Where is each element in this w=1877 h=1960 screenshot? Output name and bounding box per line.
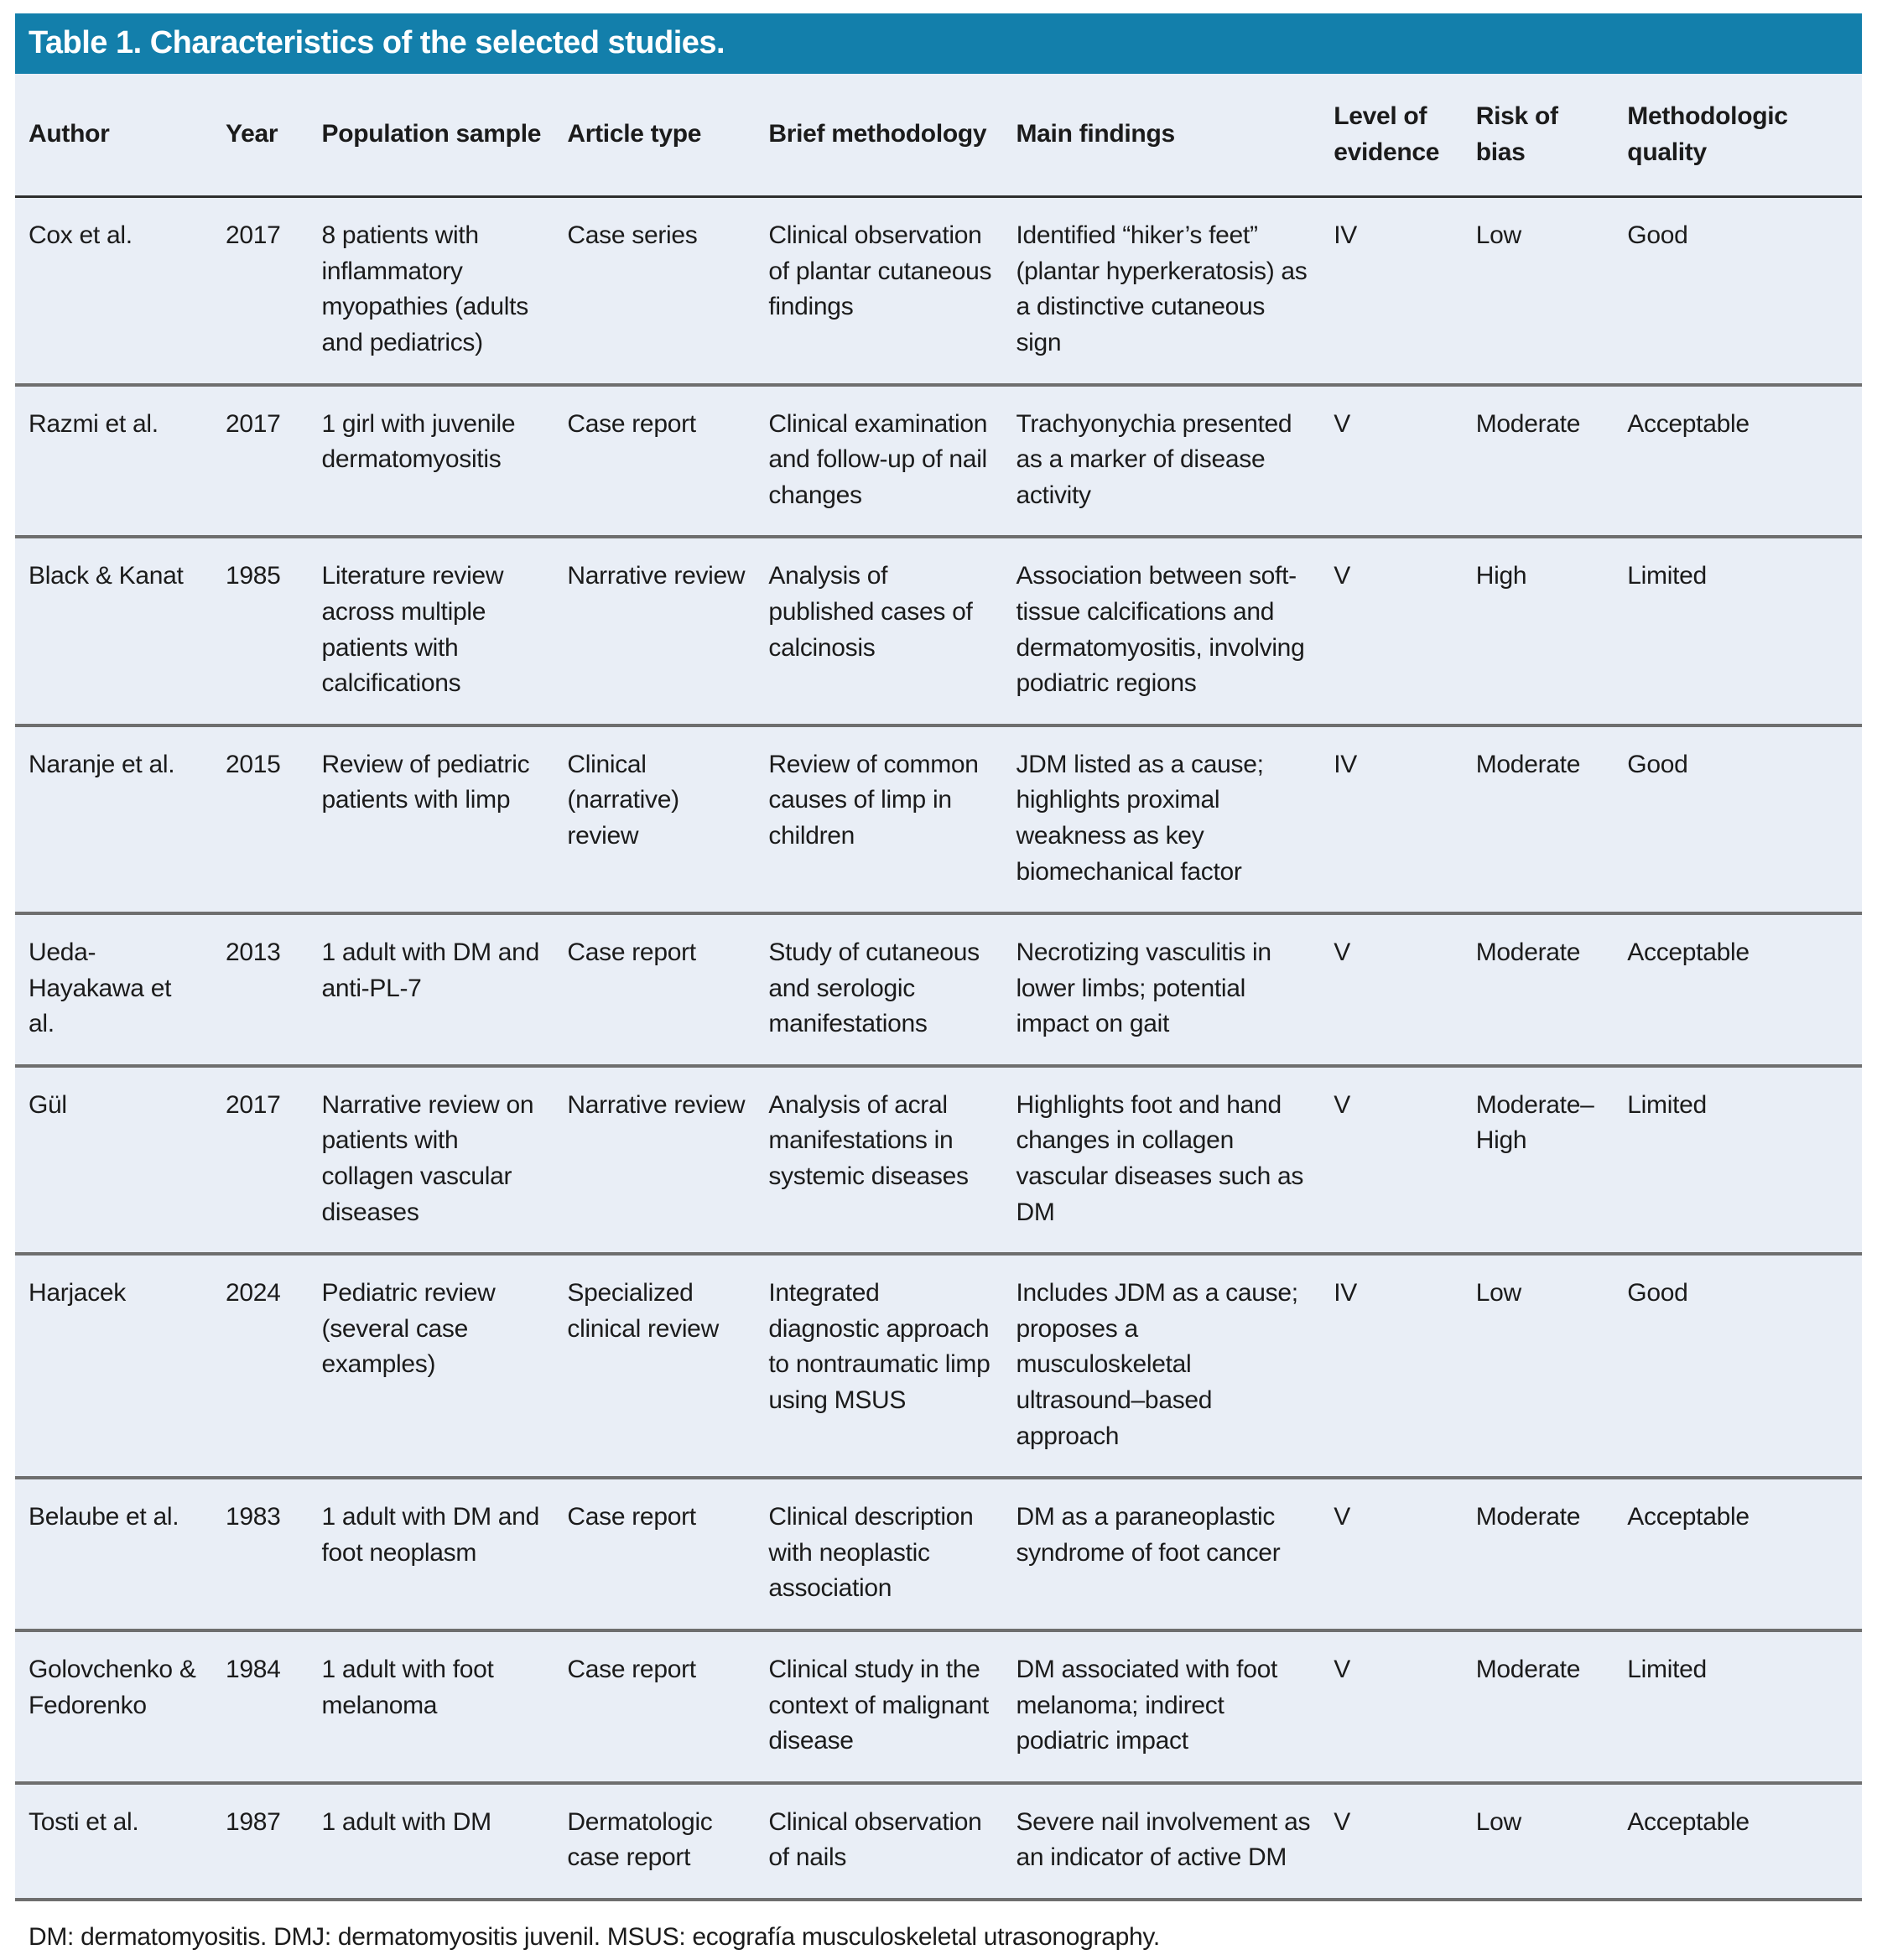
cell-article-type: Narrative review [567,1066,768,1254]
cell-bias: Moderate–High [1476,1066,1628,1254]
cell-bias: Low [1476,1783,1628,1900]
cell-findings: Trachyonychia presented as a marker of disease activity [1016,385,1334,538]
table-row [15,913,1862,1066]
cell-quality: Good [1627,1254,1862,1478]
cell-quality: Acceptable [1627,385,1862,538]
cell-evidence: IV [1334,197,1476,385]
cell-article-type: Narrative review [567,537,768,725]
cell-bias: Moderate [1476,913,1628,1066]
cell-year: 1984 [226,1630,322,1783]
cell-evidence: V [1334,1478,1476,1630]
cell-article-type: Case series [567,197,768,385]
column-header-risk-of-bias: Risk of bias [1476,74,1628,197]
cell-findings: Severe nail involvement as an indicator of active DM [1016,1783,1334,1900]
cell-methodology: Clinical examination and follow-up of nail changes [768,385,1016,538]
cell-evidence: V [1334,385,1476,538]
cell-quality: Good [1627,197,1862,385]
cell-author: Golovchenko & Fedorenko [15,1630,226,1783]
table-row [15,385,1862,538]
cell-year: 2017 [226,1066,322,1254]
cell-population: 1 girl with juvenile dermatomyositis [322,385,568,538]
cell-population: Pediatric review (several case examples) [322,1254,568,1478]
cell-author: Belaube et al. [15,1478,226,1630]
cell-evidence: V [1334,1783,1476,1900]
cell-author: Razmi et al. [15,385,226,538]
cell-author: Naranje et al. [15,725,226,913]
cell-population: 1 adult with DM and anti-PL-7 [322,913,568,1066]
cell-findings: Association between soft-tissue calcifications and dermatomyositis, involving podiatric regions [1016,537,1334,725]
cell-methodology: Clinical study in the context of malignant disease [768,1630,1016,1783]
column-header-population-sample: Population sample [322,74,568,197]
cell-population: 1 adult with DM [322,1783,568,1900]
table-row [15,1630,1862,1783]
column-header-brief-methodology: Brief methodology [768,74,1016,197]
column-header-methodologic-quality: Methodologic quality [1627,74,1862,197]
cell-evidence: V [1334,1630,1476,1783]
cell-quality: Limited [1627,537,1862,725]
cell-article-type: Case report [567,913,768,1066]
cell-year: 2017 [226,385,322,538]
cell-findings: Identified “hiker’s feet” (plantar hyperkeratosis) as a distinctive cutaneous sign [1016,197,1334,385]
cell-article-type: Case report [567,1630,768,1783]
cell-article-type: Dermatologic case report [567,1783,768,1900]
cell-bias: Low [1476,1254,1628,1478]
cell-findings: DM as a paraneoplastic syndrome of foot cancer [1016,1478,1334,1630]
cell-findings: Includes JDM as a cause; proposes a musculoskeletal ultrasound–based approach [1016,1254,1334,1478]
cell-article-type: Clinical (narrative) review [567,725,768,913]
cell-article-type: Specialized clinical review [567,1254,768,1478]
cell-year: 1985 [226,537,322,725]
cell-methodology: Analysis of acral manifestations in systemic diseases [768,1066,1016,1254]
cell-findings: DM associated with foot melanoma; indirect podiatric impact [1016,1630,1334,1783]
table-row [15,725,1862,913]
cell-quality: Acceptable [1627,913,1862,1066]
table-title-bar [15,13,1862,74]
cell-author: Ueda-Hayakawa et al. [15,913,226,1066]
cell-author: Cox et al. [15,197,226,385]
table-row [15,1783,1862,1900]
cell-bias: Moderate [1476,1630,1628,1783]
table-row [15,1066,1862,1254]
cell-methodology: Integrated diagnostic approach to nontraumatic limp using MSUS [768,1254,1016,1478]
cell-evidence: V [1334,1066,1476,1254]
cell-bias: Moderate [1476,385,1628,538]
cell-methodology: Clinical observation of nails [768,1783,1016,1900]
cell-year: 2017 [226,197,322,385]
cell-bias: Low [1476,197,1628,385]
cell-author: Gül [15,1066,226,1254]
cell-evidence: V [1334,913,1476,1066]
cell-year: 1983 [226,1478,322,1630]
cell-population: Review of pediatric patients with limp [322,725,568,913]
cell-methodology: Clinical observation of plantar cutaneous findings [768,197,1016,385]
cell-evidence: IV [1334,725,1476,913]
studies-table [15,74,1862,1901]
cell-methodology: Review of common causes of limp in children [768,725,1016,913]
cell-quality: Acceptable [1627,1478,1862,1630]
cell-findings: Necrotizing vasculitis in lower limbs; potential impact on gait [1016,913,1334,1066]
column-header-year: Year [226,74,322,197]
cell-author: Black & Kanat [15,537,226,725]
cell-population: Literature review across multiple patients with calcifications [322,537,568,725]
cell-year: 1987 [226,1783,322,1900]
cell-year: 2013 [226,913,322,1066]
cell-population: 1 adult with DM and foot neoplasm [322,1478,568,1630]
column-header-author: Author [15,74,226,197]
cell-evidence: IV [1334,1254,1476,1478]
table-row [15,1254,1862,1478]
column-header-main-findings: Main findings [1016,74,1334,197]
cell-population: 1 adult with foot melanoma [322,1630,568,1783]
table-row [15,1478,1862,1630]
cell-methodology: Clinical description with neoplastic association [768,1478,1016,1630]
cell-bias: Moderate [1476,725,1628,913]
cell-quality: Limited [1627,1066,1862,1254]
table-header-row [15,74,1862,197]
cell-population: Narrative review on patients with collagen vascular diseases [322,1066,568,1254]
table-row [15,537,1862,725]
cell-bias: High [1476,537,1628,725]
table-row [15,197,1862,385]
cell-author: Harjacek [15,1254,226,1478]
cell-year: 2024 [226,1254,322,1478]
cell-quality: Acceptable [1627,1783,1862,1900]
cell-article-type: Case report [567,1478,768,1630]
cell-methodology: Analysis of published cases of calcinosis [768,537,1016,725]
table-footnote: DM: dermatomyositis. DMJ: dermatomyositis juvenil. MSUS: ecografía musculoskeletal utrasonography. [29,1922,1160,1951]
cell-methodology: Study of cutaneous and serologic manifestations [768,913,1016,1066]
cell-population: 8 patients with inflammatory myopathies (adults and pediatrics) [322,197,568,385]
cell-findings: Highlights foot and hand changes in collagen vascular diseases such as DM [1016,1066,1334,1254]
table-title: Table 1. Characteristics of the selected studies. [29,25,725,60]
cell-quality: Good [1627,725,1862,913]
cell-findings: JDM listed as a cause; highlights proximal weakness as key biomechanical factor [1016,725,1334,913]
cell-bias: Moderate [1476,1478,1628,1630]
cell-quality: Limited [1627,1630,1862,1783]
cell-article-type: Case report [567,385,768,538]
column-header-level-of-evidence: Level of evidence [1334,74,1476,197]
column-header-article-type: Article type [567,74,768,197]
cell-author: Tosti et al. [15,1783,226,1900]
cell-year: 2015 [226,725,322,913]
cell-evidence: V [1334,537,1476,725]
